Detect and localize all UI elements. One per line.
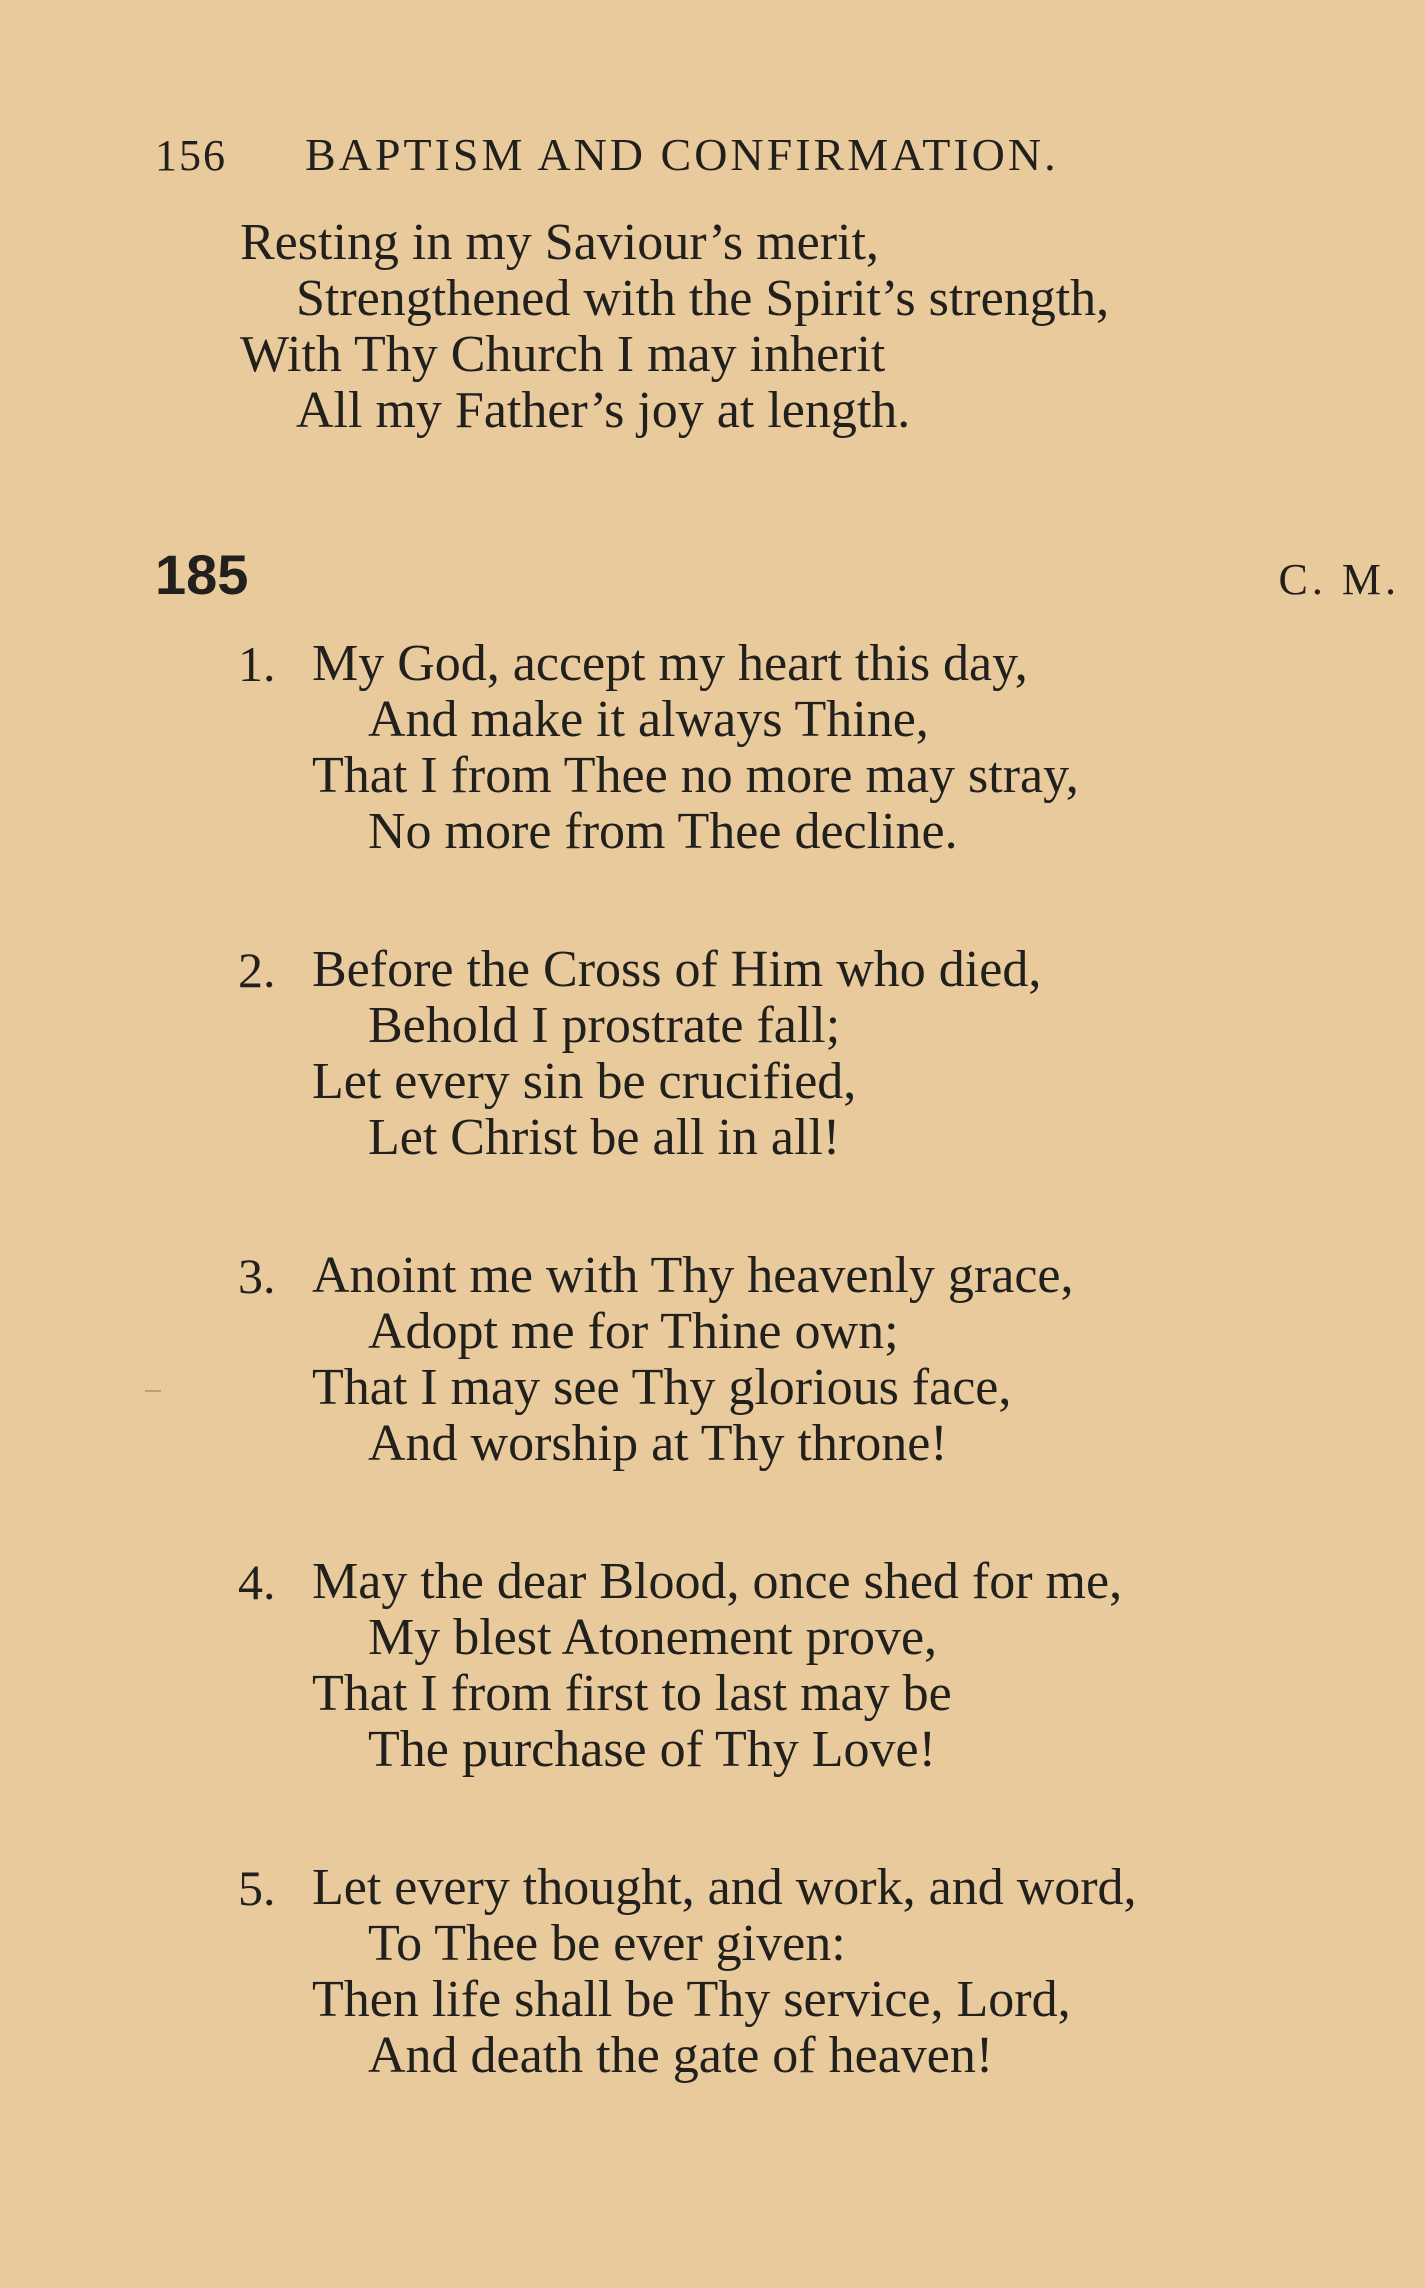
verse-line: Then life shall be Thy service, Lord, [312, 1971, 1071, 2028]
verse-line: The purchase of Thy Love! [368, 1721, 936, 1778]
verse-line: Anoint me with Thy heavenly grace, [312, 1247, 1074, 1304]
verse-line: Let Christ be all in all! [368, 1109, 841, 1166]
verse-line: Adopt me for Thine own; [368, 1303, 899, 1360]
stanza-number: 5. [238, 1860, 276, 1916]
stanza-4 [240, 1554, 1122, 1778]
stanza-2 [240, 942, 1041, 1166]
verse-line: Before the Cross of Him who died, [312, 941, 1042, 998]
verse-line: Let every sin be crucified, [312, 1053, 857, 1110]
stanza-1 [240, 636, 1079, 860]
running-title: BAPTISM AND CONFIRMATION. [305, 129, 1059, 180]
verse-line: Strengthened with the Spirit’s strength, [296, 270, 1110, 327]
verse-line: And death the gate of heaven! [368, 2027, 994, 2084]
verse-line: Let every thought, and work, and word, [312, 1859, 1137, 1916]
stanza-3 [240, 1248, 1074, 1472]
hymn-heading [155, 542, 1400, 607]
verse-line: That I may see Thy glorious face, [312, 1359, 1012, 1416]
verse-line: That I from first to last may be [312, 1665, 952, 1722]
stray-mark [145, 1390, 161, 1392]
verse-line: Resting in my Saviour’s merit, [240, 214, 879, 271]
verse-line: To Thee be ever given: [368, 1915, 846, 1972]
verse-line: And make it always Thine, [368, 691, 929, 748]
stanza-number: 4. [238, 1554, 276, 1610]
verse-line: And worship at Thy throne! [368, 1415, 948, 1472]
page-number: 156 [155, 131, 227, 180]
verse-line: No more from Thee decline. [368, 803, 958, 860]
page-header [155, 128, 1205, 181]
verse-line: May the dear Blood, once shed for me, [312, 1553, 1123, 1610]
verse-line: My blest Atonement prove, [368, 1609, 938, 1666]
stanza-number: 2. [238, 942, 276, 998]
hymn-meter: C. M. [1278, 555, 1400, 604]
stanza-number: 1. [238, 636, 276, 692]
continued-stanza [240, 215, 1109, 439]
verse-line: Behold I prostrate fall; [368, 997, 841, 1054]
verse-line: All my Father’s joy at length. [296, 382, 911, 439]
verse-line: That I from Thee no more may stray, [312, 747, 1079, 804]
verse-line: With Thy Church I may inherit [240, 326, 886, 383]
hymn-number: 185 [155, 543, 249, 606]
verse-line: My God, accept my heart this day, [312, 635, 1028, 692]
stanza-5 [240, 1860, 1137, 2084]
stanza-number: 3. [238, 1248, 276, 1304]
